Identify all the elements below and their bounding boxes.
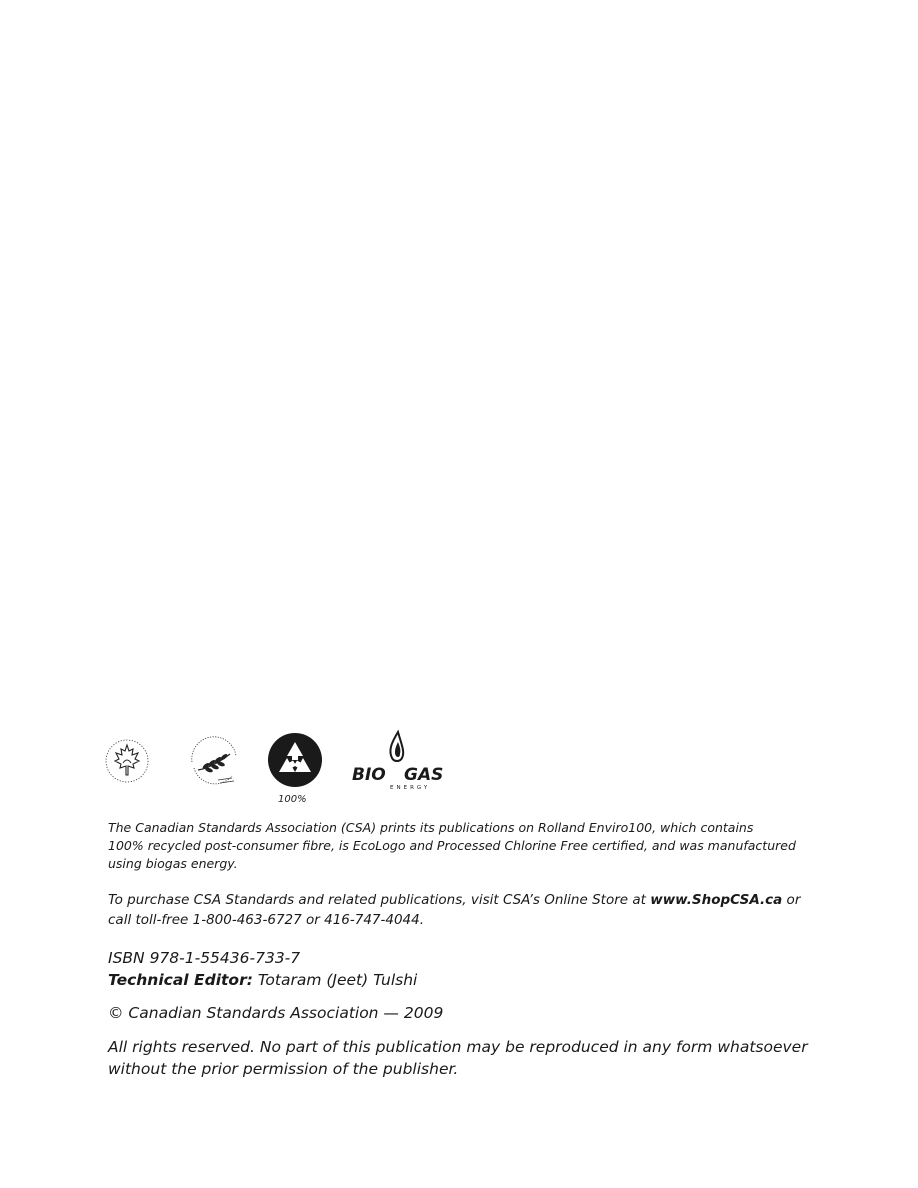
rights-line-1: All rights reserved. No part of this publication may be reproduced in any form whatsoever xyxy=(108,1038,808,1056)
purchase-line-1 xyxy=(108,890,828,910)
purchase-text-post: or xyxy=(782,892,801,908)
biogas-word-gas: GAS xyxy=(404,765,444,785)
paper-info-paragraph xyxy=(108,819,828,873)
shopcsa-link[interactable]: www.ShopCSA.ca xyxy=(650,892,783,908)
isbn-editor-block xyxy=(108,947,828,991)
purchase-line-2: call toll-free 1-800-463-6727 or 416-747-4044. xyxy=(108,912,425,928)
paper-info-line-2: 100% recycled post-consumer fibre, is EcoLogo and Processed Chlorine Free certified, and was manufactured xyxy=(108,838,796,853)
purchase-paragraph xyxy=(108,890,828,930)
rights-paragraph xyxy=(108,1036,828,1080)
isbn-text: ISBN 978-1-55436-733-7 xyxy=(108,949,301,967)
paper-info-line-1: The Canadian Standards Association (CSA) prints its publications on Rolland Enviro100, which contains xyxy=(108,820,754,835)
copyright-text: © Canadian Standards Association — 2009 xyxy=(108,1004,444,1022)
certification-logos xyxy=(104,728,464,810)
biogas-word-bio: BIO xyxy=(352,765,386,785)
technical-editor-line xyxy=(108,969,828,991)
environmental-choice-maple-leaf-icon xyxy=(104,733,150,789)
purchase-text-pre: To purchase CSA Standards and related publications, visit CSA’s Online Store at xyxy=(108,892,651,908)
biogas-energy-word: ENERGY xyxy=(390,785,431,791)
recycled-percent-label: 100% xyxy=(278,794,307,805)
biogas-flame-icon xyxy=(350,728,450,792)
technical-editor-label: Technical Editor: xyxy=(108,971,253,989)
recycle-icon xyxy=(267,732,323,788)
processed-chlorine-free-icon xyxy=(184,732,244,790)
rights-line-2: without the prior permission of the publisher. xyxy=(108,1060,459,1078)
technical-editor-name: Totaram (Jeet) Tulshi xyxy=(252,971,418,989)
paper-info-line-3: using biogas energy. xyxy=(108,856,238,871)
